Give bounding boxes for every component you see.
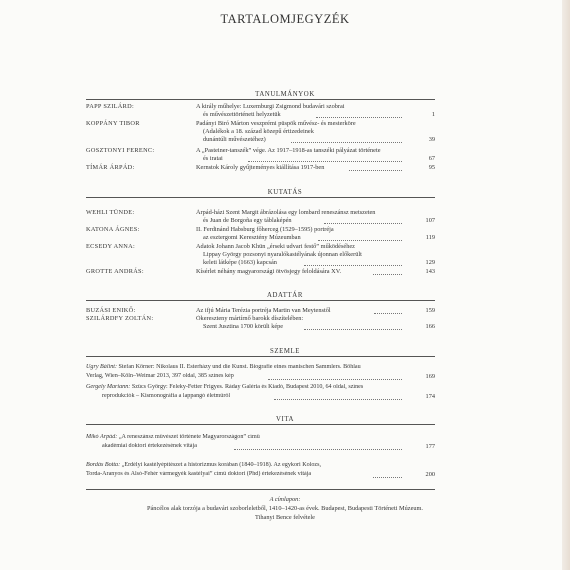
entry-page-number: 143	[425, 268, 435, 275]
entry-author: SZILÁRDFY ZOLTÁN:	[86, 315, 154, 322]
entry-title-line: Padányi Biró Márton veszprémi püspök művész- és mesterköre	[196, 120, 356, 127]
section-rule	[86, 300, 435, 301]
leader-dots	[304, 329, 402, 330]
entry-title-text: „A reneszánsz művészet története Magyarországon” című	[118, 434, 260, 440]
entry-title-line	[86, 462, 402, 468]
entry-title-line: Lippay György pozsonyi nyaralókastélyának újonnan előkerült	[203, 251, 362, 258]
entry-author: PAPP SZILÁRD:	[86, 103, 135, 110]
entry-title-line: és Juan de Borgoña egy táblaképén	[203, 217, 292, 224]
entry-page-number: 39	[428, 136, 435, 143]
entry-page-number: 200	[425, 471, 435, 478]
entry-title-line: Árpád-házi Szent Margit ábrázolása egy lombard reneszánsz metszeten	[196, 209, 376, 216]
entry-page-number: 166	[425, 323, 435, 330]
leader-dots	[316, 117, 402, 118]
entry-page-number: 129	[425, 259, 435, 266]
leader-dots	[291, 142, 402, 143]
entry-author: KOPPÁNY TIBOR	[86, 120, 140, 127]
entry-title-text: „Erdélyi kastélyépítészet a historizmus korában (1840–1918). Az egykori Kolozs,	[121, 462, 322, 468]
entry-author: TÍMÁR ÁRPÁD:	[86, 164, 135, 171]
entry-title-line	[86, 364, 402, 370]
entry-title-line: A király műhelye: Luxemburgi Zsigmond budavári szobrai	[196, 103, 345, 110]
entry-title-line: keleti látképe (1663) kapcsán	[203, 259, 277, 266]
entry-page-number: 107	[425, 217, 435, 224]
leader-dots	[374, 313, 402, 314]
entry-title-line	[86, 384, 402, 390]
leader-dots	[248, 161, 402, 162]
entry-page-number: 174	[425, 393, 435, 400]
entry-page-number: 1	[431, 111, 435, 118]
section-heading-vita: VITA	[275, 416, 295, 423]
entry-title-line: (Adalékok a 18. század közepű értizedeinek	[203, 128, 314, 135]
entry-title-line: Kernstok Károly gyűjteményes kiállítása 1917-ben	[196, 164, 325, 171]
section-heading-adattar: ADATTÁR	[267, 292, 303, 299]
entry-title-line: II. Ferdinánd Habsburg főherceg (1529–1595) portréja	[196, 226, 334, 233]
entry-page-number: 159	[425, 307, 435, 314]
section-rule	[86, 424, 435, 425]
entry-title-line: Az ifjú Mária Terézia portréja Martin van Meytenstől	[196, 307, 331, 314]
entry-author: ECSEDY ANNA:	[86, 243, 136, 250]
entry-title-line: Verlag, Wien–Köln–Weimar 2013, 397 oldal, 385 színes kép	[86, 373, 234, 379]
entry-page-number: 119	[425, 234, 435, 241]
entry-title-line: Kísérlet néhány magyarországi ötvösjegy feloldására XV.	[196, 268, 342, 275]
entry-author: Mikó Árpád:	[86, 434, 118, 440]
entry-title-text: Stefan Körner: Nikolaus II. Esterházy und die Kunst. Biografie eines manischen Sammlers. Böhlau	[118, 364, 361, 370]
leader-dots	[234, 449, 402, 450]
entry-title-line: dunántúli művészetéhez)	[203, 136, 266, 143]
entry-title-line: Ókereszteny mártírnő barokk díszítelében:	[196, 315, 304, 322]
entry-title-line: Szent Jusztina 1700 körüli képe	[203, 323, 284, 330]
leader-dots	[373, 477, 402, 478]
entry-title-line: akadémiai doktori értekezésének vitája	[102, 443, 197, 449]
leader-dots	[373, 274, 402, 275]
section-rule	[86, 489, 435, 490]
section-rule	[86, 99, 435, 100]
section-heading-tanulmanyok: TANULMÁNYOK	[255, 91, 315, 98]
entry-author: Gergely Mariann:	[86, 384, 131, 390]
section-heading-szemle: SZEMLE	[269, 348, 301, 355]
entry-title-line: Torda-Aranyos és Alsó-Fehér vármegyék kastélyai” című doktori (Phd) értekezésének vitája	[86, 471, 312, 477]
entry-page-number: 95	[428, 164, 435, 171]
entry-title-line: és művészettörténeti helyzetük	[203, 111, 281, 118]
entry-author: GOSZTONYI FERENC:	[86, 147, 155, 154]
leader-dots	[268, 379, 402, 380]
entry-author: GROTTE ANDRÁS:	[86, 268, 144, 275]
entry-author: WEHLI TÜNDE:	[86, 209, 135, 216]
entry-author: BUZÁSI ENIKŐ:	[86, 307, 136, 314]
leader-dots	[318, 240, 402, 241]
entry-title-text: Szűcs György: Feleky-Fetter Frigyes. Ráday Galéria és Kiadó, Budapest 2010, 64 oldal, színes	[131, 384, 364, 390]
leader-dots	[274, 399, 402, 400]
entry-title-line: az esztergomi Keresztény Múzeumban	[203, 234, 301, 241]
leader-dots	[324, 223, 402, 224]
section-heading-kutatas: KUTATÁS	[267, 189, 303, 196]
entry-title-line: reprodukciók – Kismonográfia a lappangó életműről	[102, 393, 231, 399]
entry-page-number: 169	[425, 373, 435, 380]
entry-author: KATONA ÁGNES:	[86, 226, 140, 233]
leader-dots	[349, 170, 402, 171]
entry-author: Bordás Botta:	[86, 462, 121, 468]
cover-caption-line: Tihanyi Bence felvétele	[255, 514, 315, 521]
section-rule	[86, 197, 435, 198]
page-title: TARTALOMJEGYZÉK	[220, 12, 350, 26]
entry-title-line	[86, 434, 402, 440]
leader-dots	[304, 265, 402, 266]
section-rule	[86, 356, 435, 357]
entry-title-line: A „Pasteiner-tanszék” vége. Az 1917–1918-as tanszéki pályázat története	[196, 147, 381, 154]
entry-author: Ugry Bálint:	[86, 364, 117, 370]
entry-title-line: és iratai	[203, 155, 223, 162]
entry-title-line: Adatok Johann Jacob Khün „érseki udvari festő” működéséhez	[196, 243, 355, 250]
page-edge	[562, 0, 570, 570]
entry-page-number: 177	[425, 443, 435, 450]
entry-page-number: 67	[428, 155, 435, 162]
cover-caption-label: A címlapon:	[269, 496, 301, 503]
cover-caption-line: Páncélos alak torzója a budavári szoborleletből, 1410–1420-as évek. Budapest, Budapesti Történeti Múzeum.	[147, 505, 423, 512]
